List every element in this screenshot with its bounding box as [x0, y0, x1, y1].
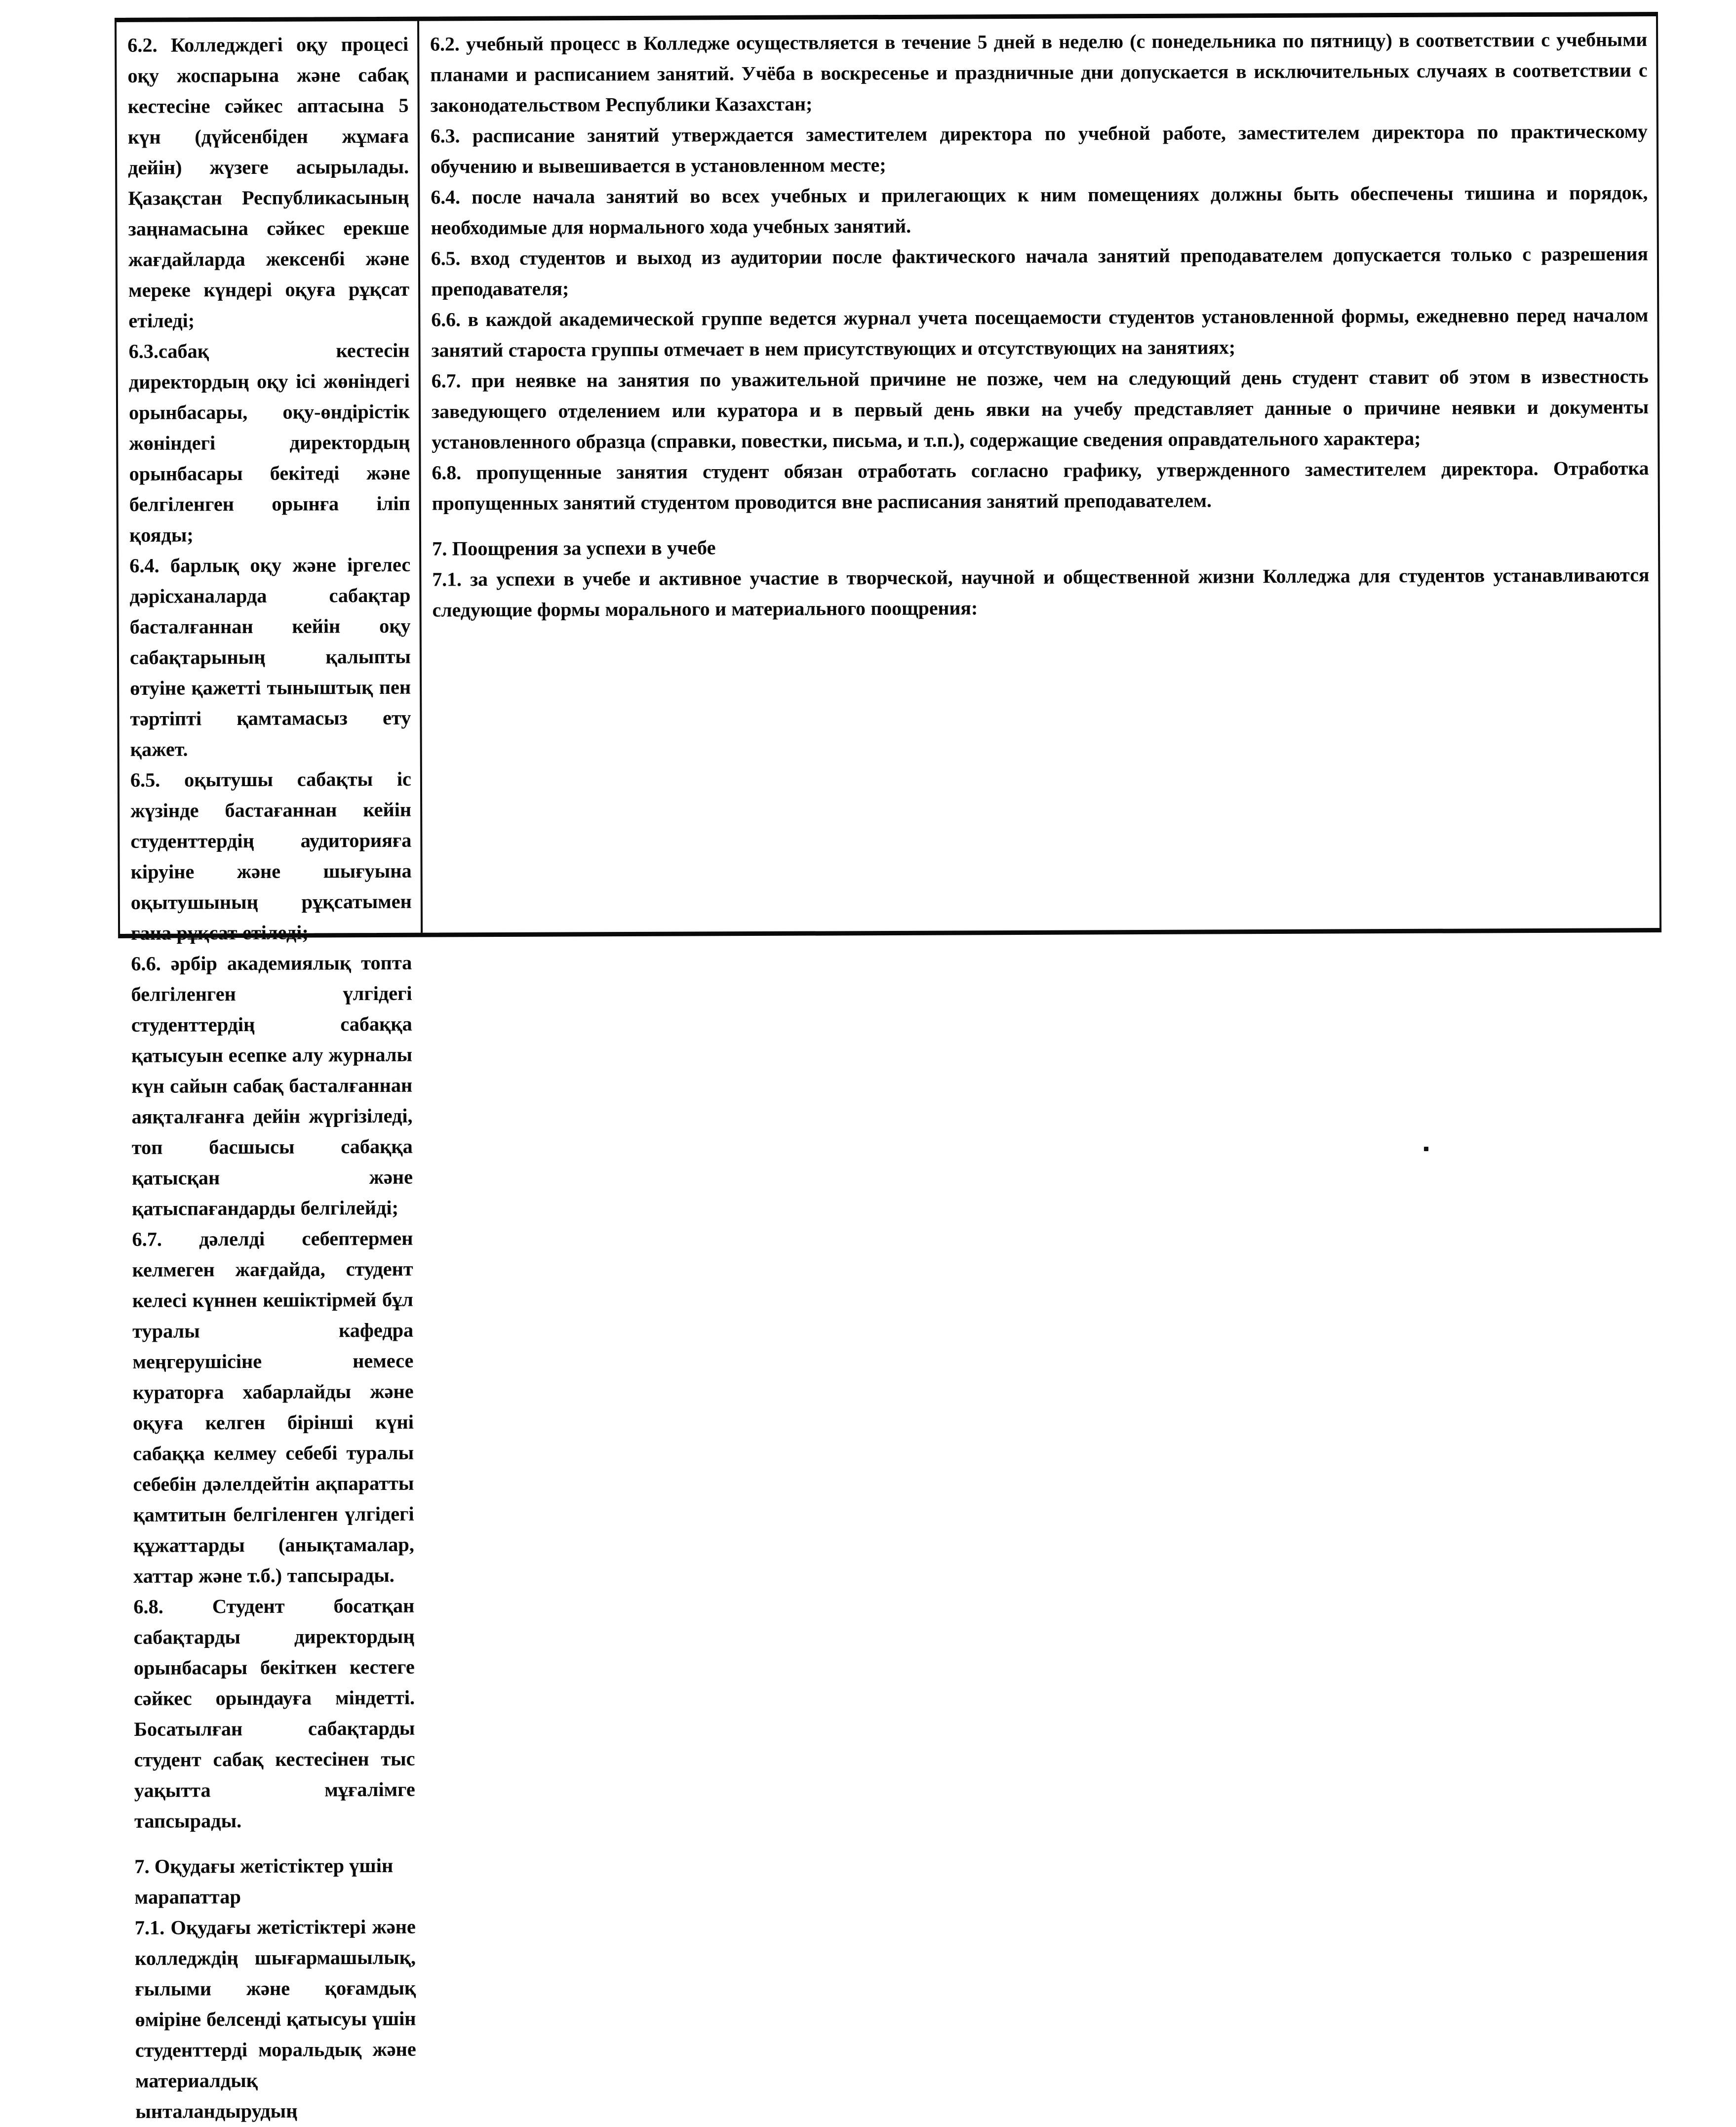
kazakh-column: [117, 21, 423, 2123]
clause-6-6-kk: 6.6. әрбір академиялық топта белгіленген үлгідегі студенттердің сабаққа қатысуын есепке алу журналы күн сайын сабақ басталғаннан аяқталғанға дейін жүргізіледі, топ басшысы сабаққа қатысқан және қатыспағандарды белгілейді;: [131, 951, 413, 1220]
clause-6-4-ru: 6.4. после начала занятий во всех учебных и прилегающих к ним помещениях должны быть обеспечены тишина и порядок, необходимые для нормального хода учебных занятий.: [431, 181, 1648, 239]
clause-6-2-ru: 6.2. учебный процесс в Колледже осуществляется в течение 5 дней в неделю (с понедельника по пятницу) в соответствии с учебными планами и расписанием занятий. Учёба в воскресенье и праздничные дни допускается в исключительных случаях в соответствии с законодательством Республики Казахстан;: [430, 28, 1648, 117]
section-7-heading-kk: 7. Оқудағы жетістіктер үшін марапаттар: [134, 1854, 394, 1908]
clause-6-3-kk: 6.3.сабақ кестесін директордың оқу ісі жөніндегі орынбасары, оқу-өндірістік жөніндегі директордың орынбасары бекітеді және белгіленген орынға іліп қояды;: [128, 339, 410, 546]
bilingual-table: [115, 12, 1661, 2123]
clause-6-3-ru: 6.3. расписание занятий утверждается заместителем директора по учебной работе, заместителем директора по практическому обучению и вывешивается в установленном месте;: [430, 120, 1648, 178]
clause-6-4-kk: 6.4. барлық оқу және іргелес дәрісханаларда сабақтар басталғаннан кейін оқу сабақтарының қалыпты өтуіне қажетті тыныштық пен тәртіпті қамтамасыз ету қажет.: [129, 553, 411, 761]
clause-6-6-ru: 6.6. в каждой академической группе ведется журнал учета посещаемости студентов установленной формы, ежедневно перед началом занятий староста группы отмечает в нем присутствующих и отсутствующих на занятиях;: [431, 304, 1649, 361]
scan-speck: [1424, 1147, 1428, 1151]
clause-6-8-ru: 6.8. пропущенные занятия студент обязан отработать согласно графику, утвержденного заместителем директора. Отработка пропущенных занятий студентом проводится вне расписания занятий преподавателем.: [432, 457, 1649, 515]
clause-6-5-ru: 6.5. вход студентов и выход из аудитории после фактического начала занятий преподавателем допускается только с разрешения преподавателя;: [431, 242, 1648, 300]
clause-6-5-kk: 6.5. оқытушы сабақты іс жүзінде бастағаннан кейін студенттердің аудиторияға кіруіне және шығуына оқытушының рұқсатымен ғана рұқсат етіледі;: [130, 767, 412, 944]
section-7-heading-ru: 7. Поощрения за успехи в учебе: [432, 536, 716, 560]
russian-column: [419, 16, 1659, 933]
clause-7-1-ru: 7.1. за успехи в учебе и активное участие в творческой, научной и общественной жизни Колледжа для студентов устанавливаются следующие формы морального и материального поощрения:: [432, 563, 1650, 621]
clause-6-8-kk: 6.8. Студент босатқан сабақтарды директордың орынбасары бекіткен кестеге сәйкес орындауға міндетті. Босатылған сабақтарды студент сабақ кестесінен тыс уақытта мұғалімге тапсырады.: [133, 1594, 415, 1832]
scanned-content-block: [115, 12, 1661, 2123]
clause-7-1-kk: 7.1. Оқудағы жетістіктері және колледждің шығармашылық, ғылыми және қоғамдық өміріне белсенді қатысуы үшін студенттерді моральдық және материалдық ынталандырудың: [134, 1915, 416, 2123]
clause-6-7-kk: 6.7. дәлелді себептермен келмеген жағдайда, студент келесі күннен кешіктірмей бұл туралы кафедра меңгерушісіне немесе кураторға хабарлайды және оқуға келген бірінші күні сабаққа келмеу себебі туралы себебін дәлелдейтін ақпаратты қамтитын белгіленген үлгідегі құжаттарды (анықтамалар, хаттар және т.б.) тапсырады.: [132, 1227, 414, 1587]
section-spacer-kk: [134, 1836, 415, 1851]
clause-6-7-ru: 6.7. при неявке на занятия по уважительной причине не позже, чем на следующий день студент ставит об этом в известность заведующего отделением или куратора и в первый день явки на учебу представляет данные о причине неявки и документы установленного образца (справки, повестки, письма, и т.п.), содержащие сведения оправдательного характера;: [431, 365, 1649, 453]
clause-6-2-kk: 6.2. Колледждегі оқу процесі оқу жоспарына және сабақ кестесіне сәйкес аптасына 5 күн (дүйсенбіден жұмаға дейін) жүзеге асырылады. Қазақстан Республикасының заңнамасына сәйкес ерекше жағдайларда жексенбі және мереке күндері оқуға рұқсат етіледі;: [127, 33, 410, 332]
